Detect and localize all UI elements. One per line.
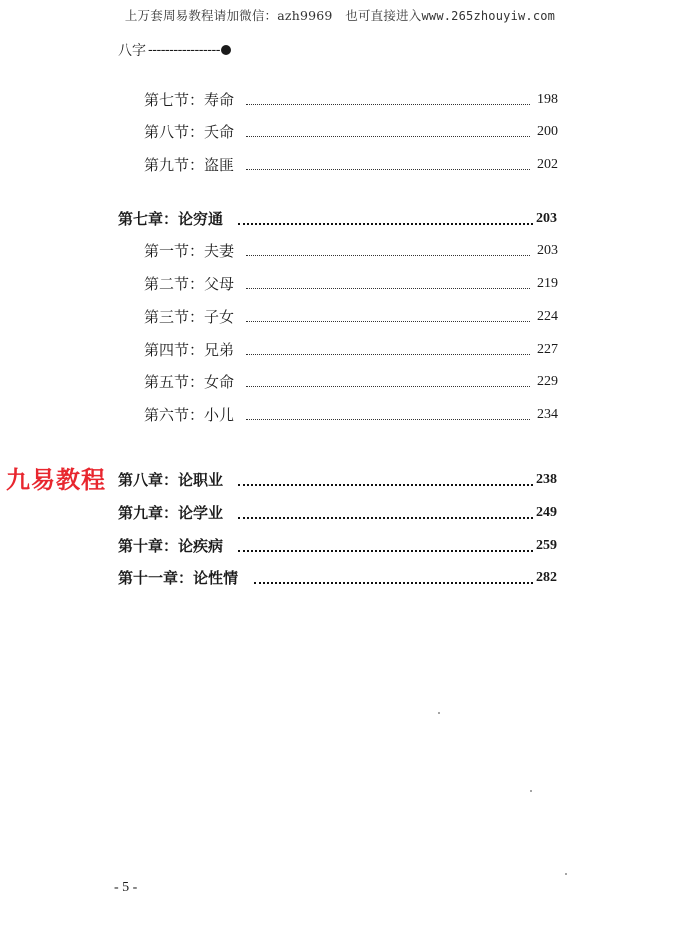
running-head — [118, 40, 231, 60]
toc-entry — [0, 154, 680, 176]
toc-dot-leader — [246, 169, 530, 170]
toc-dot-leader — [238, 223, 533, 225]
toc-entry-page: 249 — [536, 505, 557, 520]
toc-entry — [0, 240, 680, 262]
toc-dot-leader — [238, 517, 533, 519]
toc-entry-label: 第十一章：论性情 — [118, 569, 239, 587]
toc-entry-page: 203 — [536, 211, 557, 226]
toc-entry-label: 第八章：论职业 — [118, 471, 224, 489]
toc-entry-label: 第二节：父母 — [144, 275, 235, 293]
header-notice-text: 上万套周易教程请加微信：azh9969 也可直接进入 — [124, 8, 422, 23]
toc-entry-page: 198 — [537, 92, 558, 107]
scan-speck — [438, 712, 440, 714]
toc-entry-label: 第十章：论疾病 — [118, 537, 224, 555]
toc-entry-page: 234 — [537, 407, 558, 422]
toc-entry-page: 229 — [537, 374, 558, 389]
toc-dot-leader — [246, 419, 530, 420]
toc-entry — [0, 404, 680, 426]
toc-dot-leader — [246, 255, 530, 256]
toc-entry-page: 203 — [537, 243, 558, 258]
toc-entry-label: 第七节：寿命 — [144, 91, 235, 109]
toc-entry-page: 200 — [537, 124, 558, 139]
toc-entry — [0, 89, 680, 111]
toc-entry — [0, 339, 680, 361]
toc-entry-label: 第三节：子女 — [144, 308, 235, 326]
toc-entry-label: 第九章：论学业 — [118, 504, 224, 522]
scan-speck — [530, 790, 532, 792]
toc-dot-leader — [254, 582, 533, 584]
page-number: - 5 - — [114, 880, 138, 895]
toc-entry — [0, 502, 680, 524]
toc-entry-page: 219 — [537, 276, 558, 291]
toc-dot-leader — [246, 288, 530, 289]
toc-entry — [0, 273, 680, 295]
scan-speck — [565, 873, 567, 875]
toc-entry-label: 第九节：盗匪 — [144, 156, 235, 174]
running-head-dashes: ----------------- — [148, 42, 220, 58]
bullet-dot-icon — [221, 45, 231, 55]
toc-entry-label: 第八节：夭命 — [144, 123, 235, 141]
toc-entry-label: 第七章：论穷通 — [118, 210, 224, 228]
toc-entry-page: 259 — [536, 538, 557, 553]
toc-entry-label: 第四节：兄弟 — [144, 341, 235, 359]
toc-entry — [0, 371, 680, 393]
toc-dot-leader — [238, 550, 533, 552]
toc-dot-leader — [246, 386, 530, 387]
toc-entry-page: 282 — [536, 570, 557, 585]
watermark-logo: 九易教程 — [6, 466, 106, 494]
toc-entry — [0, 567, 680, 589]
toc-dot-leader — [246, 104, 530, 105]
toc-entry-page: 202 — [537, 157, 558, 172]
header-notice — [0, 6, 680, 24]
toc-dot-leader — [238, 484, 533, 486]
running-head-title: 八字 — [118, 43, 146, 59]
toc-entry — [0, 121, 680, 143]
toc-entry — [0, 306, 680, 328]
toc-entry-label: 第六节：小儿 — [144, 406, 235, 424]
toc-dot-leader — [246, 321, 530, 322]
toc-entry-label: 第一节：夫妻 — [144, 242, 235, 260]
toc-entry-page: 238 — [536, 472, 557, 487]
toc-dot-leader — [246, 354, 530, 355]
toc-entry-page: 227 — [537, 342, 558, 357]
toc-entry-label: 第五节：女命 — [144, 373, 235, 391]
toc-entry-page: 224 — [537, 309, 558, 324]
header-notice-url[interactable]: www.265zhouyiw.com — [421, 9, 556, 23]
toc-entry — [0, 535, 680, 557]
toc-entry — [0, 208, 680, 230]
toc-dot-leader — [246, 136, 530, 137]
